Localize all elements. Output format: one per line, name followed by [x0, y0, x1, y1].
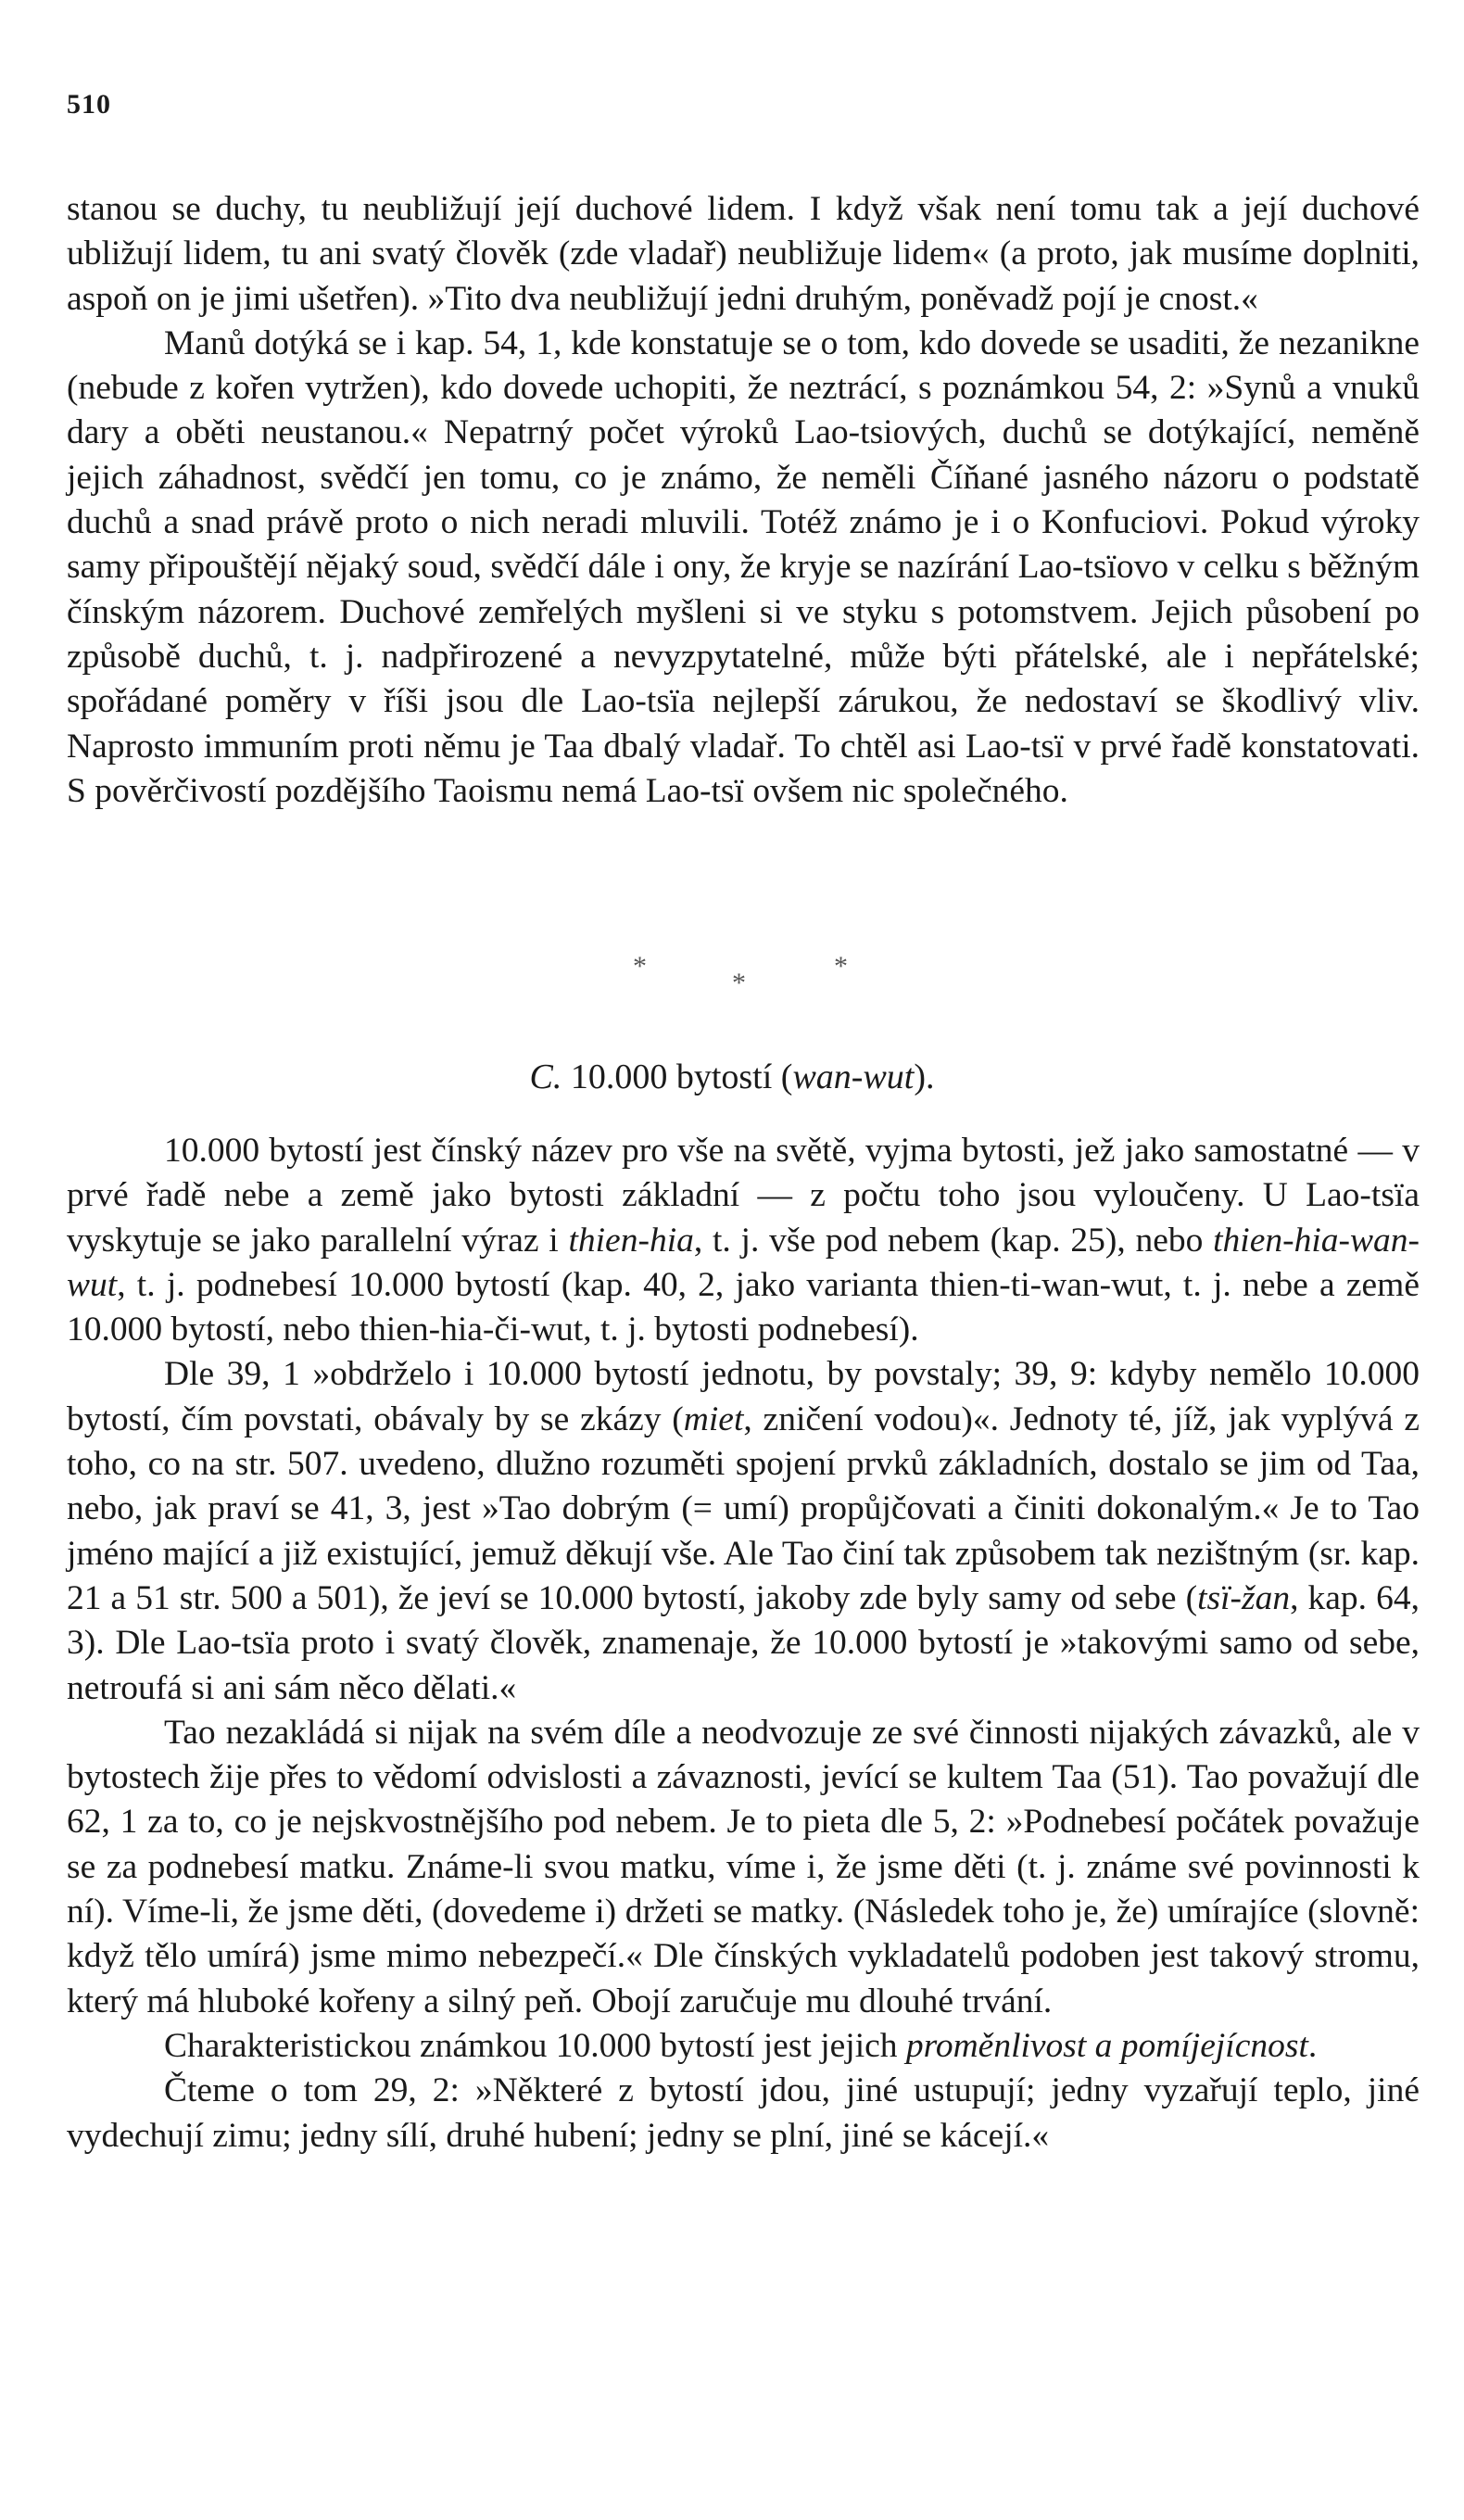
text-span: , zničení vodou)«. Jednoty té, jíž, jak vyplývá z toho, co na str. 507. uvedeno, dlužno rozuměti spojení prvků základních, dostalo se jim od Taa, nebo, jak praví se 41, 3, jest »Tao dobrým (= umí) propůjčovati a činiti dokonalým.« Je to Tao jméno mající a již existující, jemuž děkují vše. Ale Tao činí tak způsobem tak nezištným (sr. kap. 21 a 51 str. 500 a 501), že jeví se 10.000 bytostí, jakoby zde byly samy od sebe (: [67, 1399, 1420, 1617]
italic-term: miet: [683, 1399, 744, 1438]
paragraph-spirits: Manů dotýká se i kap. 54, 1, kde konstatuje se o tom, kdo dovede se usaditi, že nezanikne (nebude z kořen vytržen), kdo dovede uchopiti, že neztrácí, s poznámkou 54, 2: »Synů a vnuků dary a oběti neustanou.« Nepatrný počet výroků Lao-tsiových, duchů se dotýkající, neměně jejich záhadnost, svědčí jen tomu, co je známo, že neměli Číňané jasného názoru o podstatě duchů a snad právě proto o nich neradi mluvili. Totéž známo je i o Konfuciovi. Pokud výroky samy připouštějí nějaký soud, svědčí dále i ony, že kryje se nazírání Lao-tsïovo v celku s běžným čínským názorem. Duchové zemřelých myšleni si ve styku s potomstvem. Jejich působení po způsobě duchů, t. j. nadpřirozené a nevyzpytatelné, může býti přátelské, ale i nepřátelské; spořádané poměry v říši jsou dle Lao-tsïa nejlepší zárukou, že nedostaví se škodlivý vliv. Naprosto immuním proti němu je Taa dbalý vladař. To chtěl asi Lao-tsï v prvé řadě konstatovati. S pověrčivostí pozdějšího Taoismu nemá Lao-tsï ovšem nic společného.: [67, 323, 1420, 810]
section-title: 10.000 bytostí: [570, 1057, 773, 1096]
section-transliteration: wan-wut: [792, 1057, 915, 1096]
text-span: 10.000 bytostí jest čínský název pro vše na světě, vyjma bytosti, jež jako samostatné — v prvé řadě nebe a země jako bytosti základní — z počtu toho jsou vyloučeny. U Lao-tsïa vyskytuje se jako parallelní výraz i: [67, 1132, 1420, 1260]
paragraph-continuation: stanou se duchy, tu neubližují její duchové lidem. I když však není tomu tak a její duchové ubližují lidem, tu ani svatý člověk (zde vladař) neubližuje lidem« (a proto, jak musíme doplniti, aspoň on je jimi ušetřen). »Tito dva neubližují jedni druhým, poněvadž pojí je cnost.«: [67, 190, 1420, 318]
section-separator: [0, 951, 1464, 997]
top-text-block: [67, 187, 1420, 814]
italic-term: thien-hia: [568, 1221, 694, 1260]
section-open-paren: (: [780, 1057, 793, 1096]
section-heading: [0, 1057, 1464, 1097]
paragraph-tao-cult: Tao nezakládá si nijak na svém díle a neodvozuje ze své činnosti nijakých závazků, ale v bytostech žije přes to vědomí odvislosti a závaznosti, jevící se kultem Taa (51). Tao považují dle 62, 1 za to, co je nejskvostnějšího pod nebem. Je to pieta dle 5, 2: »Podnebesí počátek považuje se za podnebesí matku. Známe-li svou matku, víme i, že jsme děti (t. j. známe své povinnosti k ní). Víme-li, že jsme děti, (dovedeme i) držeti se matky. (Následek toho je, že) umírajíce (slovně: když tělo umírá) jsme mimo nebezpečí.« Dle čínských vykladatelů podoben jest takový stromu, který má hluboké kořeny a silný peň. Obojí zaručuje mu dlouhé trvání.: [67, 1713, 1420, 2020]
bottom-text-block: [67, 1129, 1420, 2159]
paragraph-characteristic: [67, 2024, 1420, 2069]
paragraph-definition: [67, 1129, 1420, 1352]
asterisk-left: *: [633, 951, 647, 981]
text-span: .: [1307, 2026, 1318, 2065]
text-span: Dle 39, 1 »obdrželo i 10.000 bytostí jednotu, by povstaly; 39, 9: kdyby nemělo 10.000 bytostí, čím povstati, obávaly by se zkázy (: [67, 1355, 1420, 1438]
text-span: , kap. 64, 3). Dle Lao-tsïa proto i svatý člověk, znamenaje, že 10.000 bytostí je »takovými samo od sebe, netroufá si ani sám něco dělati.«: [67, 1578, 1420, 1707]
italic-term: proměnlivost a pomíjejícnost: [905, 2026, 1308, 2065]
paragraph-unity: [67, 1352, 1420, 1710]
paragraph-quote: Čteme o tom 29, 2: »Některé z bytostí jdou, jiné ustupují; jedny vyzařují teplo, jiné vydechují zimu; jedny sílí, druhé hubení; jedny se plní, jiné se kácejí.«: [67, 2071, 1420, 2155]
italic-term: tsï-žan: [1197, 1578, 1291, 1617]
page-number: 510: [67, 89, 111, 120]
section-letter: C.: [529, 1057, 562, 1096]
text-span: Charakteristickou známkou 10.000 bytostí jest jejich: [164, 2026, 906, 2065]
section-close-paren: ).: [914, 1057, 935, 1096]
text-span: , t. j. vše pod nebem (kap. 25), nebo: [693, 1221, 1214, 1260]
asterisk-middle: *: [732, 968, 746, 998]
text-span: , t. j. podnebesí 10.000 bytostí (kap. 40, 2, jako varianta thien-ti-wan-wut, t. j. nebe a země 10.000 bytostí, nebo thien-hia-či-wut, t. j. bytosti podnebesí).: [67, 1265, 1420, 1349]
asterisk-right: *: [834, 951, 848, 981]
italic-term: thien-hia-wan-wut: [67, 1221, 1420, 1304]
